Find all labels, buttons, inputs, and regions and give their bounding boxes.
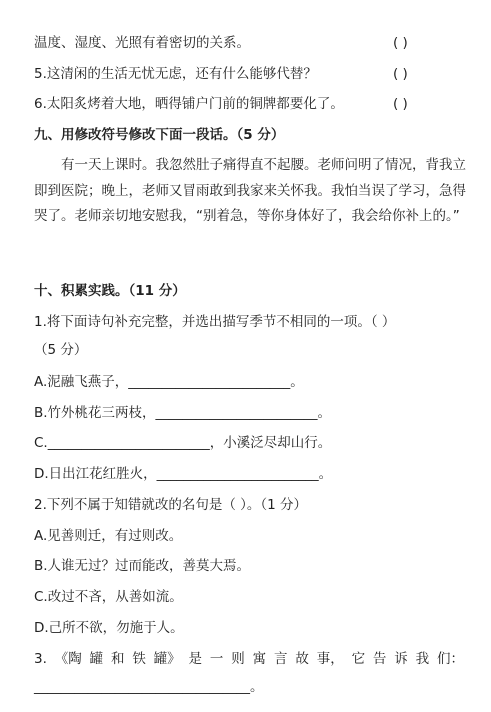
q1-score: （5 分） xyxy=(34,342,88,358)
section-10-heading: 十、积累实践。（11 分） xyxy=(34,283,186,299)
q3-part: 则 xyxy=(231,651,245,667)
q1-option-c[interactable]: C.________________________，小溪泛尽却山行。 xyxy=(34,435,332,451)
q3-part: 们： xyxy=(437,651,464,667)
judge-item-1-text: 温度、湿度、光照有着密切的关系。 xyxy=(34,35,250,51)
section-9-paragraph: 有一天上课时。我忽然肚子痛得直不起腰。老师问明了情况，背我立即到医院；晚上，老师又冒雨敢到我家来关怀我。我怕当误了学习，急得哭了。老师亲切地安慰我，“别着急，等你身体好了，我会给你补上的。” xyxy=(34,157,466,224)
q1-option-b[interactable]: B.竹外桃花三两枝，________________________。 xyxy=(34,405,332,421)
judge-item-5-answer-paren[interactable]: ( ) xyxy=(393,66,408,82)
judge-item-5-text: 5.这清闲的生活无忧无虑，还有什么能够代替？ xyxy=(34,66,317,82)
judge-item-6-answer-paren[interactable]: ( ) xyxy=(393,96,408,112)
q2-option-c: C.改过不吝，从善如流。 xyxy=(34,589,183,605)
q3-part: 3. xyxy=(34,651,47,667)
q3-part: 事， xyxy=(316,651,344,667)
q3-part: 言 xyxy=(273,651,288,667)
q3-stem xyxy=(34,650,464,668)
q3-part: 故 xyxy=(295,651,309,667)
q1-option-a[interactable]: A.泥融飞燕子，________________________。 xyxy=(34,374,304,390)
q3-part: 我 xyxy=(415,651,430,667)
judge-item-1-answer-paren[interactable]: ( ) xyxy=(393,35,408,51)
q2-option-b: B.人谁无过？过而能改，善莫大焉。 xyxy=(34,558,251,574)
section-9-heading: 九、用修改符号修改下面一段话。（5 分） xyxy=(34,127,285,143)
q3-part: 它 xyxy=(351,651,366,667)
q3-part: 寓 xyxy=(252,651,267,667)
q3-answer-blank[interactable]: ________________________________。 xyxy=(34,679,264,695)
q3-part: 铁 xyxy=(132,651,146,667)
q3-part: 《陶 xyxy=(54,651,82,667)
q1-stem: 1.将下面诗句补充完整，并选出描写季节不相同的一项。（ ） xyxy=(34,314,396,330)
q3-part: 告 xyxy=(372,651,387,667)
q3-part: 一 xyxy=(209,651,224,667)
judge-item-6-text: 6.太阳炙烤着大地，晒得铺户门前的铜牌都要化了。 xyxy=(34,96,344,112)
q3-part: 和 xyxy=(110,651,125,667)
q3-part: 是 xyxy=(188,651,203,667)
q2-option-d: D.己所不欲，勿施于人。 xyxy=(34,620,184,636)
q1-option-d[interactable]: D.日出江花红胜火，________________________。 xyxy=(34,466,333,482)
q3-part: 罐 xyxy=(89,651,104,667)
q2-stem: 2.下列不属于知错就改的名句是（ ）。（1 分） xyxy=(34,497,308,513)
q3-part: 罐》 xyxy=(153,651,181,667)
q3-part: 诉 xyxy=(394,651,408,667)
q2-option-a: A.见善则迁，有过则改。 xyxy=(34,528,183,544)
